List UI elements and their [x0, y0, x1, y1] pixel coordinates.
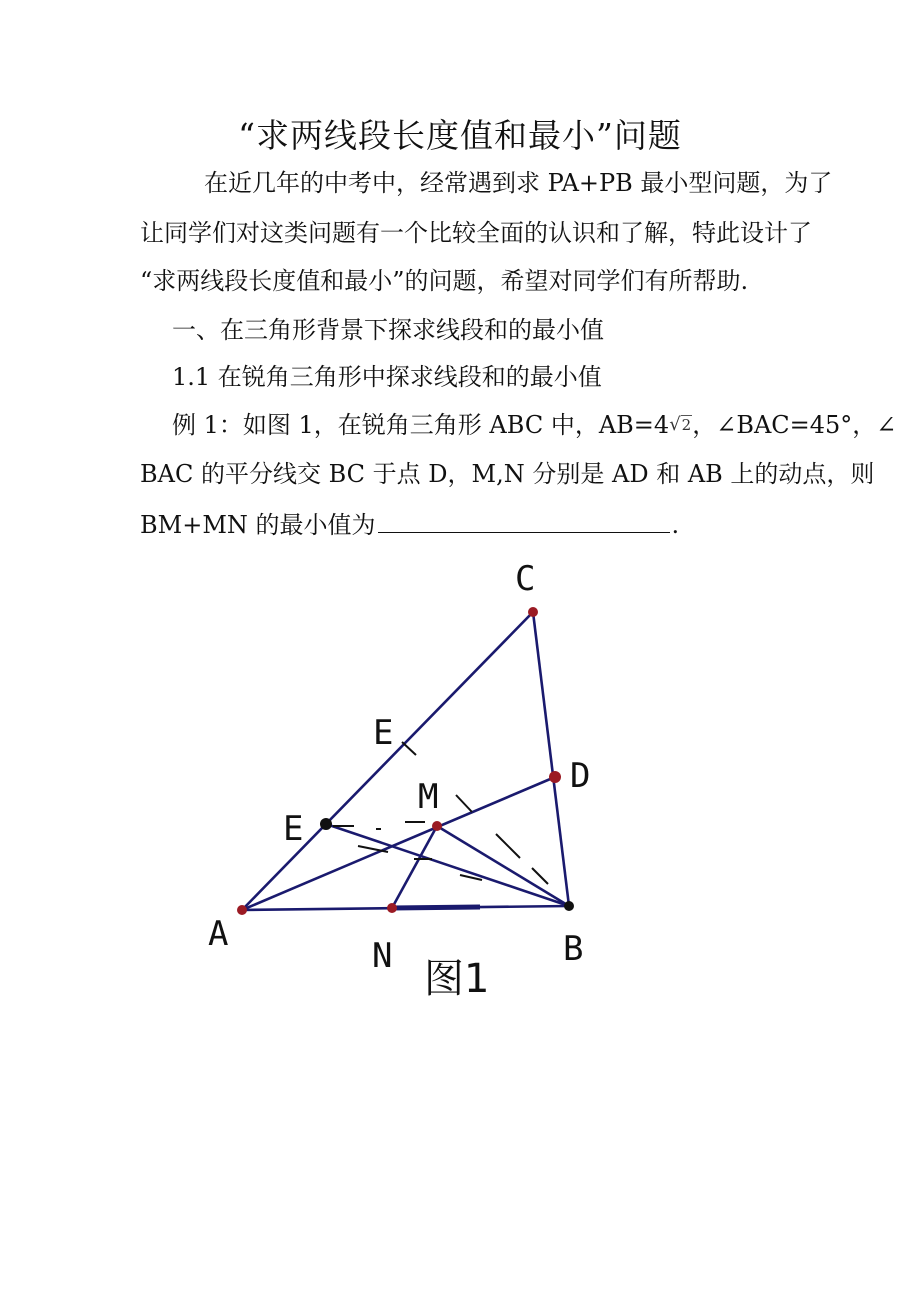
point-e	[320, 818, 332, 830]
intro-line-3: “求两线段长度值和最小”的问题，希望对同学们有所帮助.	[140, 267, 749, 295]
point-b	[564, 901, 574, 911]
dash-4	[532, 868, 548, 884]
point-a	[237, 905, 247, 915]
label-b: B	[563, 929, 584, 969]
dash-2	[456, 795, 472, 812]
sqrt-sign-glyph: √	[669, 414, 681, 435]
dash-1	[402, 742, 416, 755]
intro-text-1: 在近几年的中考中，经常遇到求 PA+PB 最小型问题，为了	[204, 169, 833, 197]
point-c	[528, 607, 538, 617]
point-n	[387, 903, 397, 913]
sqrt-radicand: 2	[681, 416, 692, 434]
example-1-text-a: 例 1：如图 1，在锐角三角形 ABC 中，AB=4	[172, 411, 670, 439]
point-m	[432, 821, 442, 831]
example-1-question: BM+MN 的最小值为	[140, 511, 376, 539]
example-1-line-2: BAC 的平分线交 BC 于点 D，M,N 分别是 AD 和 AB 上的动点，则	[140, 460, 875, 488]
edge-ac	[242, 612, 533, 910]
section-heading-1: 一、在三角形背景下探求线段和的最小值	[172, 316, 604, 344]
point-d	[549, 771, 561, 783]
example-1-text-b: ，∠BAC=45°，∠	[692, 411, 897, 439]
points	[237, 607, 574, 915]
segment-be	[326, 824, 569, 906]
triangle-edges	[242, 612, 569, 910]
example-1-period: .	[671, 511, 680, 539]
edge-ab-thick	[392, 907, 480, 908]
label-a: A	[208, 914, 229, 954]
intro-line-2: 让同学们对这类问题有一个比较全面的认识和了解，特此设计了	[140, 219, 812, 247]
section-heading-1-1: 1.1 在锐角三角形中探求线段和的最小值	[172, 363, 602, 391]
edge-cb	[533, 612, 569, 906]
dash-3	[496, 834, 520, 858]
segment-bm	[437, 826, 569, 906]
label-d: D	[570, 756, 591, 796]
label-e-upper: E	[373, 713, 394, 753]
label-c: C	[515, 559, 536, 599]
label-n: N	[372, 936, 393, 976]
page-title: “求两线段长度值和最小”问题	[238, 116, 682, 155]
label-m: M	[418, 777, 439, 817]
segment-mn	[392, 826, 437, 908]
figure-caption: 图1	[424, 956, 490, 1002]
label-e-lower: E	[283, 809, 304, 849]
